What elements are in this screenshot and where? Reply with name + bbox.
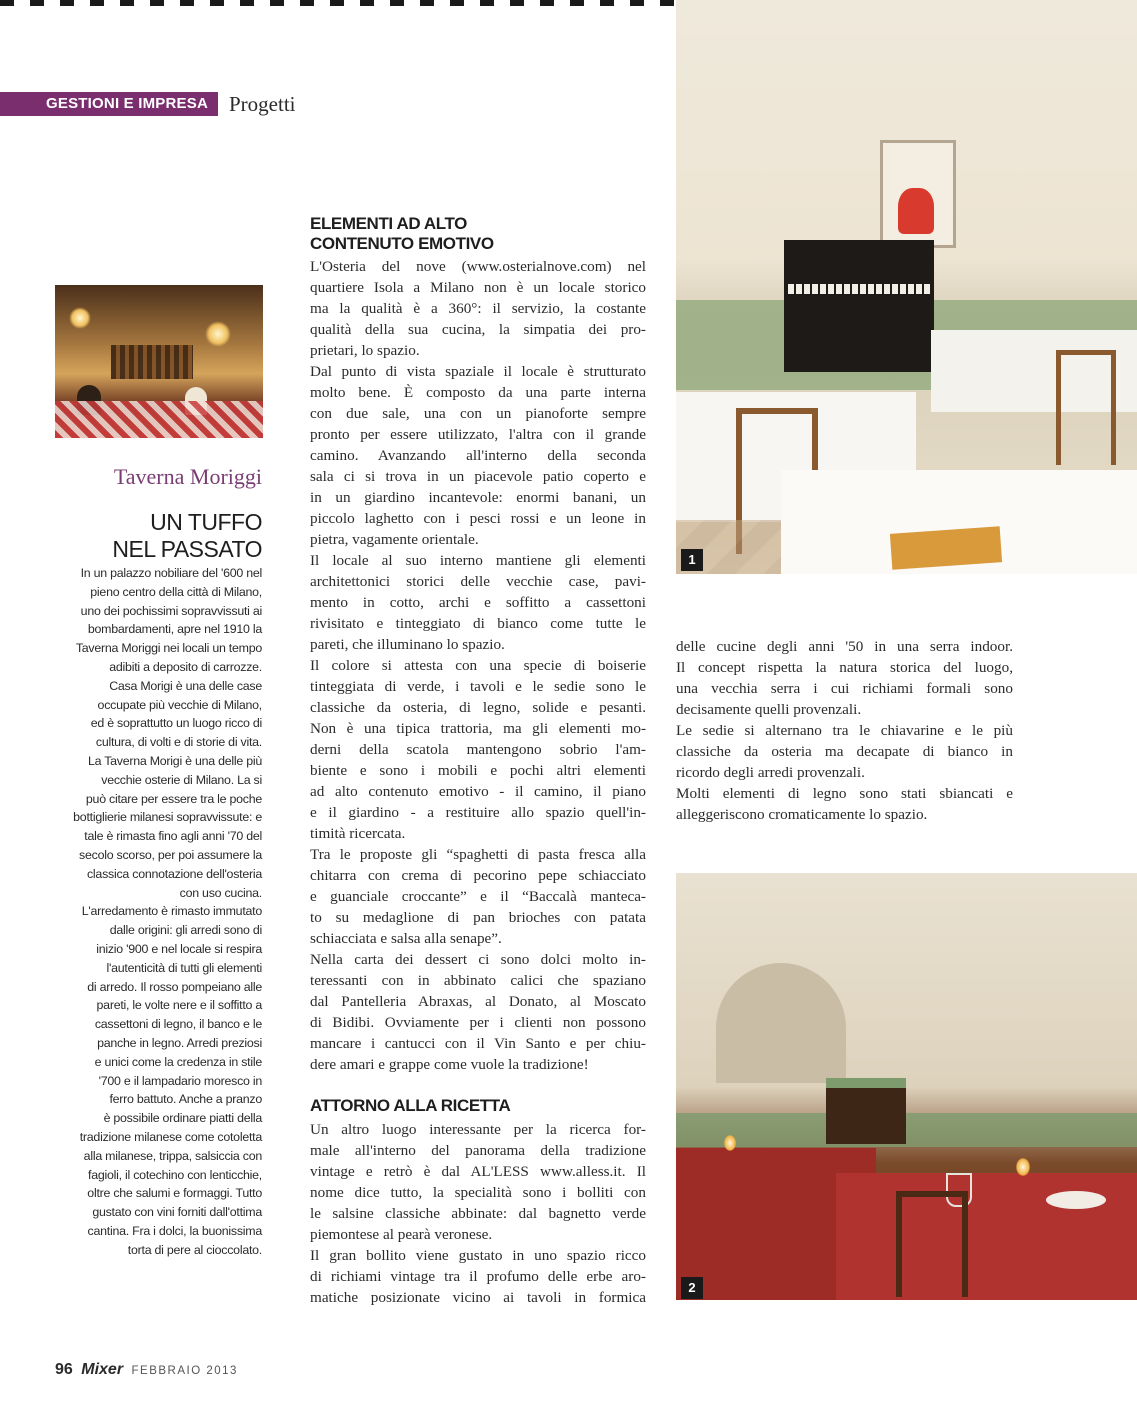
- text-line: piccolo laghetto con i pesci rossi e un leone in: [310, 510, 646, 527]
- text-line: secolo scorso, per poi assumere la: [79, 847, 262, 862]
- text-line: e unici come la credenza in stile: [94, 1054, 262, 1069]
- text-line: pronto per essere utilizzato, l'altra con il grande: [310, 426, 646, 443]
- text-line: L'Osteria del nove (www.osterialnove.com) nel: [310, 258, 646, 275]
- text-line: decisamente quelli provenzali.: [676, 701, 862, 718]
- text-line: nome dice tutto, la specialità sono i bolliti con: [310, 1184, 646, 1201]
- text-line: l'autenticità di tutti gli elementi: [106, 960, 262, 975]
- text-line: teressanti con in abbinato calici che spaziano: [310, 972, 646, 989]
- text-line: camino. Avanzando all'interno della seconda: [310, 447, 646, 464]
- page-number: 96: [55, 1361, 73, 1378]
- text-line: pieno centro della città di Milano,: [90, 584, 262, 599]
- text-line: gustato con vini forniti dall'ottima: [92, 1205, 262, 1220]
- photo-number-badge: 1: [681, 549, 703, 571]
- text-line: classiche da osteria, di legno, solide e pesanti.: [310, 699, 646, 716]
- text-line: pareti, le volte nere e il soffitto a: [96, 998, 262, 1013]
- text-line: prietari, lo spazio.: [310, 342, 420, 359]
- text-line: panche in legno. Arredi preziosi: [97, 1035, 262, 1050]
- text-line: Un altro luogo interessante per la ricerca for-: [310, 1121, 646, 1138]
- text-line: Le sedie si alternano tra le chiavarine e le più: [676, 722, 1013, 739]
- text-line: dalle origini: gli arredi sono di: [109, 923, 262, 938]
- text-line: cassettoni di legno, il banco e le: [94, 1017, 262, 1032]
- text-line: Il colore si attesta con una specie di boiserie: [310, 657, 646, 674]
- text-line: ricordo degli arredi provenzali.: [676, 764, 865, 781]
- text-line: to su medaglione di pan brioches con patata: [310, 909, 646, 926]
- sidebar-body: [55, 564, 262, 1259]
- text-line: bottiglierie milanesi sopravvissute: e: [73, 810, 262, 825]
- text-line: dal Pantelleria Abraxas, al Donato, al Moscato: [310, 993, 646, 1010]
- text-line: e il giardino - a restituire allo spazio quell'in-: [310, 804, 646, 821]
- section-tag: GESTIONI E IMPRESA: [0, 92, 218, 116]
- text-line: male all'interno del panorama della tradizione: [310, 1142, 646, 1159]
- menu-card: [890, 526, 1002, 570]
- text-line: quartiere Isola a Milano non è un locale storico: [310, 279, 646, 296]
- text-line: CONTENUTO EMOTIVO: [310, 234, 494, 253]
- text-line: Casa Morigi è una delle case: [109, 678, 262, 693]
- bottle-shelf: [111, 345, 193, 379]
- text-line: chitarra con crema di pecorino pepe schiacciato: [310, 867, 646, 884]
- text-line: ma la qualità è a 360°: il servizio, la costante: [310, 300, 646, 317]
- text-line: Tra le proposte gli “spaghetti di pasta fresca alla: [310, 846, 646, 863]
- text-line: alla milanese, trippa, salsiccia con: [83, 1148, 262, 1163]
- text-line: vintage e retrò è dal AL'LESS www.alless.it. Il: [310, 1163, 646, 1180]
- sidebar-title: Taverna Moriggi: [113, 464, 262, 489]
- text-line: in un giardino incantevole: enormi banani, un: [310, 489, 646, 506]
- text-line: Molti elementi di legno sono stati sbiancati e: [676, 785, 1013, 802]
- text-line: occupate più vecchie di Milano,: [97, 697, 262, 712]
- text-line: torta di pere al cioccolato.: [127, 1242, 262, 1257]
- text-line: sala ci si trova in un piacevole patio coperto e: [310, 468, 646, 485]
- text-line: Il concept rispetta la natura storica del luogo,: [676, 659, 1013, 676]
- article-column-1: [310, 256, 646, 1075]
- text-line: Taverna Moriggi nei locali un tempo: [75, 641, 262, 656]
- piano-keys: [788, 284, 930, 294]
- text-line: mancare i cantucci con il Vin Santo e per chiu-: [310, 1035, 646, 1052]
- text-line: matiche posizionate vicino ai tavoli in formica: [310, 1289, 646, 1306]
- text-line: pietra, vagamente orientale.: [310, 531, 479, 548]
- text-line: L'arredamento è rimasto immutato: [81, 904, 262, 919]
- text-line: con due sale, una con un pianoforte sempre: [310, 405, 646, 422]
- text-line: La Taverna Morigi è una delle più: [87, 753, 262, 768]
- text-line: delle cucine degli anni '50 in una serra indoor.: [676, 638, 1013, 655]
- text-line: può citare per essere tra le poche: [85, 791, 262, 806]
- top-dashed-rule: [0, 0, 676, 6]
- page-footer: [55, 1360, 238, 1381]
- archway: [716, 963, 846, 1083]
- text-line: ed è soprattutto un luogo ricco di: [90, 716, 262, 731]
- text-line: ferro battuto. Anche a pranzo: [109, 1092, 262, 1107]
- headline-line: UN TUFFO: [150, 509, 262, 535]
- text-line: classiche da osteria ma decapate di bianco in: [676, 743, 1013, 760]
- text-line: Non è una tipica trattoria, ma gli elementi mo-: [310, 720, 646, 737]
- headline-line: NEL PASSATO: [112, 536, 262, 562]
- article-heading-emotivo: [310, 214, 650, 254]
- sidebar-headline: [55, 509, 262, 563]
- text-line: biente e sono i mobili e pochi altri elementi: [310, 762, 646, 779]
- article-heading-ricetta: [310, 1096, 650, 1116]
- text-line: e guanciale croccante” e il “Baccalà manteca-: [310, 888, 646, 905]
- article-column-1-continued: [310, 1119, 646, 1308]
- candle-light: [724, 1135, 736, 1151]
- text-line: alleggeriscono cromaticamente lo spazio.: [676, 806, 928, 823]
- text-line: classica connotazione dell'osteria: [86, 866, 262, 881]
- fireplace: [826, 1078, 906, 1144]
- text-line: timità ricercata.: [310, 825, 406, 842]
- text-line: di arredo. Il rosso pompeiano alle: [87, 979, 262, 994]
- text-line: inizio '900 e nel locale si respira: [96, 941, 262, 956]
- text-line: cantina. Fra i dolci, la buonissima: [87, 1223, 262, 1238]
- text-line: architettonici storici delle vecchie case, pavi-: [310, 573, 646, 590]
- text-line: piemontese al pearà veronese.: [310, 1226, 493, 1243]
- issue-date: FEBBRAIO 2013: [131, 1365, 238, 1377]
- text-line: In un palazzo nobiliare del '600 nel: [80, 566, 262, 580]
- text-line: uno dei pochissimi sopravvissuti ai: [80, 603, 262, 618]
- plate: [1046, 1191, 1106, 1209]
- text-line: qualità della sua cucina, la simpatia dei pro-: [310, 321, 646, 338]
- wooden-chair: [1056, 350, 1116, 465]
- candle-light: [1016, 1158, 1030, 1176]
- text-line: ad alto contenuto emotivo - il camino, il piano: [310, 783, 646, 800]
- osteria-interior-photo: [676, 0, 1137, 574]
- text-line: schiacciata e salsa alla senape”.: [310, 930, 502, 947]
- text-line: tradizione milanese come cotoletta: [79, 1129, 262, 1144]
- checkered-tablecloth: [55, 401, 263, 438]
- green-wainscot: [676, 1113, 1137, 1147]
- text-line: mento in cotto, archi e soffitto a cassettoni: [310, 594, 646, 611]
- text-line: adibiti a deposito di carrozze.: [109, 659, 262, 674]
- text-line: ELEMENTI AD ALTO: [310, 214, 467, 233]
- text-line: di richiami vintage tra il profumo delle erbe aro-: [310, 1268, 646, 1285]
- article-column-2: [676, 636, 1013, 825]
- text-line: Il gran bollito viene gustato in uno spazio ricco: [310, 1247, 646, 1264]
- text-line: pareti, che illuminano lo spazio.: [310, 636, 505, 653]
- text-line: bombardamenti, apre nel 1910 la: [87, 622, 262, 637]
- text-line: oltre che salumi e formaggi. Tutto: [87, 1186, 262, 1201]
- text-line: Nella carta dei dessert ci sono dolci molto in-: [310, 951, 646, 968]
- section-subtitle: Progetti: [229, 92, 296, 116]
- text-line: tinteggiata di verde, i tavoli e le sedie sono le: [310, 678, 646, 695]
- text-line: una vecchia serra i cui richiami formali sono: [676, 680, 1013, 697]
- text-line: '700 e il lampadario moresco in: [98, 1073, 262, 1088]
- piano: [784, 240, 934, 372]
- text-line: le salsine classiche abbinate: dal bagnetto verde: [310, 1205, 646, 1222]
- text-line: vecchie osterie di Milano. La si: [101, 772, 262, 787]
- magazine-name: Mixer: [81, 1361, 124, 1378]
- lamp-light: [205, 321, 231, 347]
- wooden-chair: [896, 1191, 968, 1297]
- alless-interior-photo: [676, 873, 1137, 1300]
- taverna-moriggi-photo: [55, 285, 263, 438]
- text-line: ATTORNO ALLA RICETTA: [310, 1096, 511, 1115]
- text-line: rivisitato e tinteggiato di bianco come tutte le: [310, 615, 646, 632]
- text-line: con uso cucina.: [179, 885, 262, 900]
- text-line: derni della scatola mantengono sobrio l'am-: [310, 741, 646, 758]
- text-line: cultura, di volti e di storie di vita.: [95, 735, 262, 750]
- text-line: tale è rimasta fino agli anni '70 del: [84, 829, 262, 844]
- text-line: di Bidibi. Ovviamente per i clienti non possono: [310, 1014, 646, 1031]
- text-line: Dal punto di vista spaziale il locale è strutturato: [310, 363, 646, 380]
- photo-number-badge: 2: [681, 1277, 703, 1299]
- text-line: molto bene. È composto da una parte interna: [310, 384, 646, 401]
- text-line: è possibile ordinare piatti della: [103, 1111, 262, 1126]
- text-line: Il locale al suo interno mantiene gli elementi: [310, 552, 646, 569]
- text-line: dere amari e grappe come vuole la tradizione!: [310, 1056, 589, 1073]
- poster-figure: [898, 188, 934, 234]
- lamp-light: [69, 307, 91, 329]
- text-line: fagioli, il cotechino con lenticchie,: [88, 1167, 262, 1182]
